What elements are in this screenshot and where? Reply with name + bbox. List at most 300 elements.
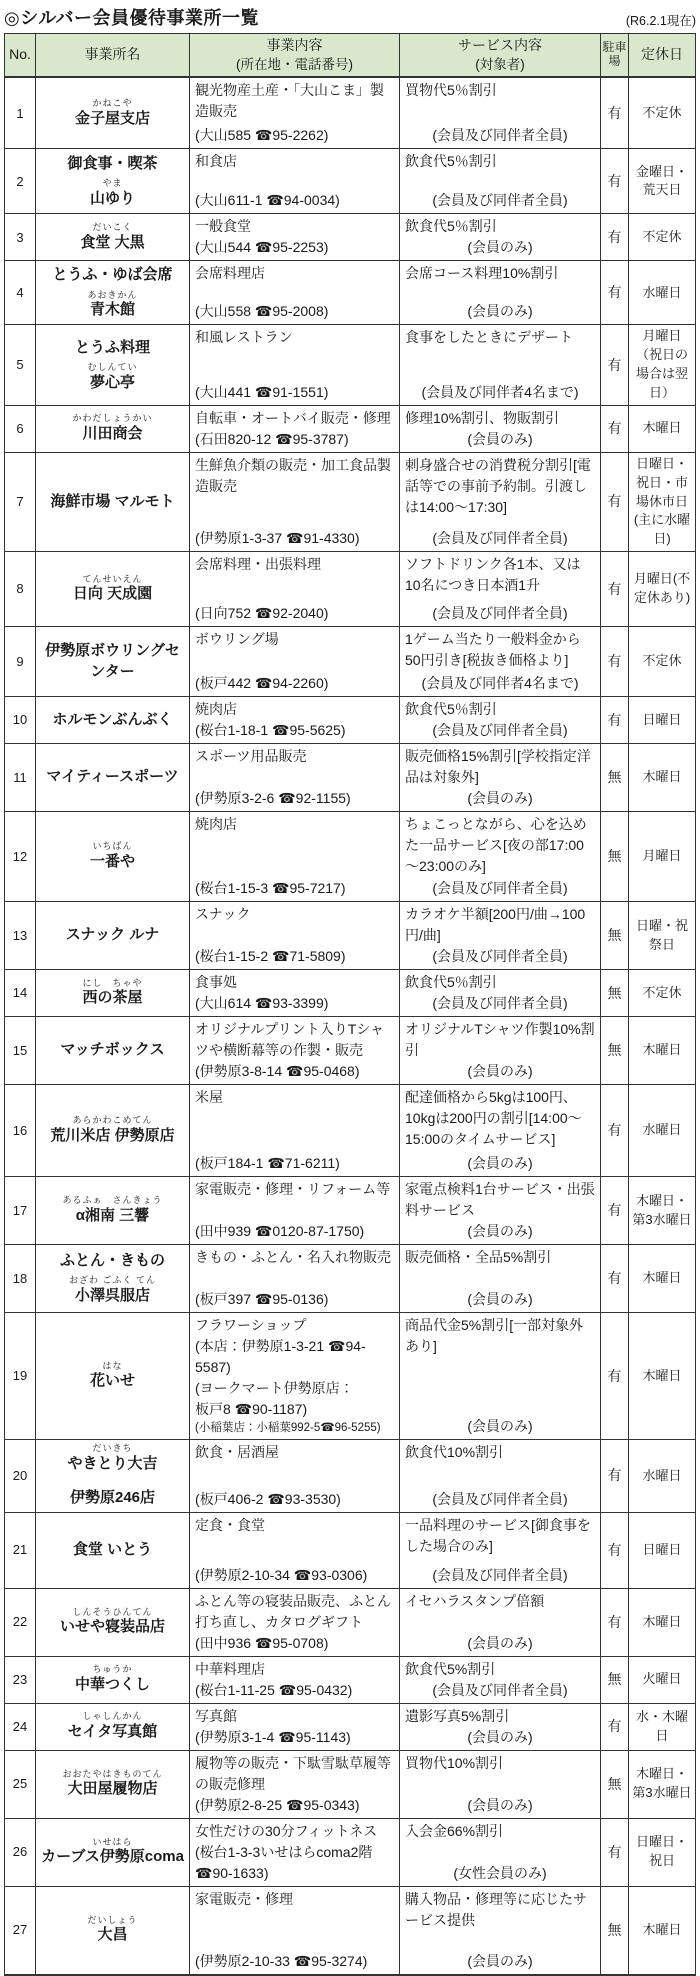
row-number: 15 bbox=[5, 1017, 36, 1085]
row-number: 7 bbox=[5, 453, 36, 552]
col-header-service-main: サービス内容 bbox=[458, 37, 542, 53]
business-name-cell: いせはら カーブス伊勢原coma bbox=[36, 1819, 190, 1887]
table-row bbox=[5, 1589, 695, 1657]
table-row bbox=[5, 1751, 695, 1819]
service-description: 飲食代5％割引 bbox=[405, 218, 497, 235]
business-name-cell: かねこや 金子屋支店 bbox=[36, 78, 190, 149]
table-row bbox=[5, 1017, 695, 1085]
service-target: (会員のみ) bbox=[467, 1728, 533, 1745]
business-address: (伊勢原3-1-4 ☎95-1143) bbox=[195, 1728, 351, 1745]
business-address: (伊勢原3-2-6 ☎92-1155) bbox=[195, 790, 351, 807]
service-cell bbox=[400, 1751, 601, 1819]
service-target: (会員及び同伴者全員) bbox=[432, 530, 568, 547]
business-name-cell: ふとん・きもの おざわ ごふく てん 小澤呉服店 bbox=[36, 1245, 190, 1313]
holiday: 月曜日（祝日の場合は翌日） bbox=[629, 325, 695, 405]
service-description: 飲食代5％割引 bbox=[405, 701, 497, 718]
service-description: 修理10%割引、物販割引 bbox=[405, 409, 560, 426]
row-number: 4 bbox=[5, 261, 36, 325]
holiday: 月曜日 bbox=[629, 812, 695, 902]
holiday: 金曜日・荒天日 bbox=[629, 149, 695, 214]
holiday: 不定休 bbox=[629, 78, 695, 149]
business-description: 写真館 bbox=[195, 1707, 237, 1724]
service-cell bbox=[400, 1704, 601, 1751]
business-description-cell bbox=[190, 1657, 400, 1704]
service-description: 入会金66%割引 bbox=[405, 1822, 504, 1839]
service-cell bbox=[400, 1887, 601, 1975]
table-header-row bbox=[5, 34, 695, 78]
table-row bbox=[5, 744, 695, 812]
parking-availability: 有 bbox=[601, 214, 629, 261]
service-cell bbox=[400, 214, 601, 261]
holiday: 日曜日 bbox=[629, 1513, 695, 1589]
business-name-cell: だいきち やきとり大吉 伊勢原246店 bbox=[36, 1440, 190, 1512]
business-description: 和風レストラン bbox=[195, 329, 293, 346]
business-description-cell bbox=[190, 149, 400, 214]
row-number: 1 bbox=[5, 78, 36, 149]
service-description: カラオケ半額[200円/曲→100円/曲] bbox=[405, 906, 586, 944]
row-number: 14 bbox=[5, 970, 36, 1017]
holiday: 木曜日・第3水曜日 bbox=[629, 1177, 695, 1245]
service-description: ちょこっとながら、心を込めた一品サービス[夜の部17:00～23:00のみ] bbox=[405, 816, 587, 875]
row-number: 27 bbox=[5, 1887, 36, 1975]
page-title: ◎シルバー会員優待事業所一覧 bbox=[4, 8, 259, 28]
row-number: 12 bbox=[5, 812, 36, 902]
business-description: 焼肉店 bbox=[195, 816, 237, 833]
service-description: 飲食代10%割引 bbox=[405, 1444, 504, 1461]
table-row bbox=[5, 697, 695, 744]
holiday: 水曜日 bbox=[629, 1085, 695, 1177]
business-name-cell: とうふ料理 むしんてい 夢心亭 bbox=[36, 325, 190, 405]
business-name-cell: はな 花いせ bbox=[36, 1313, 190, 1440]
row-number: 19 bbox=[5, 1313, 36, 1440]
col-header-parking: 駐車場 bbox=[601, 34, 629, 78]
business-name-cell: 御食事・喫茶 やま 山ゆり bbox=[36, 149, 190, 214]
row-number: 21 bbox=[5, 1513, 36, 1589]
business-description-cell bbox=[190, 1589, 400, 1657]
service-target: (会員及び同伴者全員) bbox=[432, 1566, 568, 1583]
table-body bbox=[5, 78, 695, 1974]
service-cell bbox=[400, 1085, 601, 1177]
business-address: (田中936 ☎95-0708) bbox=[195, 1634, 329, 1651]
business-description-cell bbox=[190, 1704, 400, 1751]
business-address: (大山441 ☎91-1551) bbox=[195, 383, 329, 400]
row-number: 24 bbox=[5, 1704, 36, 1751]
service-target: (会員及び同伴者全員) bbox=[432, 995, 568, 1012]
business-description-cell bbox=[190, 1245, 400, 1313]
service-cell bbox=[400, 149, 601, 214]
business-description: 会席料理店 bbox=[195, 265, 265, 282]
business-address: (大山558 ☎95-2008) bbox=[195, 303, 329, 320]
service-description: 配達価格から5kgは100円、10kgは200円の割引[14:00～15:00のタイムサービス] bbox=[405, 1089, 582, 1148]
row-number: 25 bbox=[5, 1751, 36, 1819]
business-address: (伊勢原3-8-14 ☎95-0468) bbox=[195, 1063, 360, 1080]
row-number: 16 bbox=[5, 1085, 36, 1177]
holiday: 月曜日(不定休あり) bbox=[629, 552, 695, 627]
service-cell bbox=[400, 902, 601, 970]
business-description-cell bbox=[190, 1887, 400, 1975]
parking-availability: 有 bbox=[601, 1589, 629, 1657]
business-address: (大山611-1 ☎94-0034) bbox=[195, 192, 340, 209]
parking-availability: 有 bbox=[601, 697, 629, 744]
table-row bbox=[5, 552, 695, 627]
service-description: 商品代金5%割引[一部対象外あり] bbox=[405, 1317, 584, 1355]
business-description: 和食店 bbox=[195, 153, 237, 170]
service-target: (会員のみ) bbox=[467, 1796, 533, 1813]
business-name-cell: にし ちゃや 西の茶屋 bbox=[36, 970, 190, 1017]
service-description: イセハラスタンプ倍額 bbox=[405, 1592, 545, 1609]
holiday: 木曜日 bbox=[629, 1017, 695, 1085]
col-header-business bbox=[190, 34, 400, 78]
row-number: 17 bbox=[5, 1177, 36, 1245]
holiday: 木曜日 bbox=[629, 744, 695, 812]
holiday: 木曜日 bbox=[629, 1245, 695, 1313]
service-description: 販売価格・全品5%割引 bbox=[405, 1249, 552, 1266]
business-description-cell bbox=[190, 1513, 400, 1589]
business-address: (桜台1-18-1 ☎95-5625) bbox=[195, 722, 346, 739]
service-target: (会員のみ) bbox=[467, 1634, 533, 1651]
service-target: (会員及び同伴者全員) bbox=[432, 948, 568, 965]
table-row bbox=[5, 970, 695, 1017]
service-description: 食事をしたときにデザート bbox=[405, 329, 573, 346]
business-name-cell: ちゅうか 中華つくし bbox=[36, 1657, 190, 1704]
parking-availability: 無 bbox=[601, 812, 629, 902]
business-name-cell: 食堂 いとう bbox=[36, 1513, 190, 1589]
service-target: (会員のみ) bbox=[467, 1063, 533, 1080]
parking-availability: 有 bbox=[601, 1819, 629, 1887]
business-description-cell bbox=[190, 697, 400, 744]
business-name-cell: てんせいえん 日向 天成園 bbox=[36, 552, 190, 627]
row-number: 8 bbox=[5, 552, 36, 627]
parking-availability: 有 bbox=[601, 1440, 629, 1512]
business-address: (伊勢原2-10-33 ☎95-3274) bbox=[195, 1952, 368, 1969]
service-cell bbox=[400, 1017, 601, 1085]
table-row bbox=[5, 149, 695, 214]
holiday: 木曜日 bbox=[629, 1313, 695, 1440]
business-address: (伊勢原2-10-34 ☎93-0306) bbox=[195, 1566, 368, 1583]
business-description: 自転車・オートバイ販売・修理 bbox=[195, 409, 391, 426]
holiday: 日曜・祝祭日 bbox=[629, 902, 695, 970]
parking-availability: 有 bbox=[601, 261, 629, 325]
service-target: (会員及び同伴者全員) bbox=[432, 880, 568, 897]
business-address: (板戸184-1 ☎71-6211) bbox=[195, 1155, 340, 1172]
service-description: 販売価格15%割引[学校指定洋品は対象外] bbox=[405, 748, 591, 786]
table-row bbox=[5, 812, 695, 902]
business-address: (小稲葉店：小稲葉992-5☎96-5255) bbox=[195, 1422, 381, 1435]
business-description: 履物等の販売・下駄雪駄草履等の販売修理 bbox=[195, 1754, 391, 1792]
holiday: 水曜日 bbox=[629, 1440, 695, 1512]
service-description: 飲食代5％割引 bbox=[405, 153, 497, 170]
business-description-cell bbox=[190, 627, 400, 697]
parking-availability: 有 bbox=[601, 149, 629, 214]
service-target: (女性会員のみ) bbox=[453, 1864, 547, 1881]
col-header-holiday: 定休日 bbox=[629, 34, 695, 78]
business-address: (桜台1-11-25 ☎95-0432) bbox=[195, 1681, 353, 1698]
business-description-cell bbox=[190, 1819, 400, 1887]
business-description-cell bbox=[190, 1313, 400, 1440]
business-description: 家電販売・修理 bbox=[195, 1890, 293, 1907]
business-description: フラワーショップ (本店：伊勢原1-3-21 ☎94-5587) (ヨークマート伊勢原店： 板戸8 ☎90-1187) bbox=[195, 1317, 366, 1418]
business-description-cell bbox=[190, 970, 400, 1017]
business-description-cell bbox=[190, 744, 400, 812]
parking-availability: 無 bbox=[601, 1657, 629, 1704]
service-target: (会員及び同伴者全員) bbox=[432, 722, 568, 739]
business-address: (板戸397 ☎95-0136) bbox=[195, 1291, 329, 1308]
business-description: ふとん等の寝装品販売、ふとん打ち直し、カタログギフト bbox=[195, 1592, 391, 1630]
service-cell bbox=[400, 1245, 601, 1313]
service-cell bbox=[400, 1177, 601, 1245]
table-row bbox=[5, 1245, 695, 1313]
row-number: 9 bbox=[5, 627, 36, 697]
table-row bbox=[5, 78, 695, 149]
service-target: (会員のみ) bbox=[467, 1952, 533, 1969]
service-description: 購入物品・修理等に応じたサービス提供 bbox=[405, 1890, 587, 1928]
service-description: 家電点検料1台サービス・出張料サービス bbox=[405, 1181, 595, 1219]
service-cell bbox=[400, 1657, 601, 1704]
parking-availability: 有 bbox=[601, 1513, 629, 1589]
business-description-cell bbox=[190, 552, 400, 627]
holiday: 木曜日 bbox=[629, 406, 695, 453]
business-address: (板戸406-2 ☎93-3530) bbox=[195, 1490, 341, 1507]
business-name-cell: とうふ・ゆば会席 あおきかん 青木館 bbox=[36, 261, 190, 325]
row-number: 5 bbox=[5, 325, 36, 405]
service-cell bbox=[400, 78, 601, 149]
service-description: 1ゲーム当たり一般料金から50円引き[税抜き価格より] bbox=[405, 631, 581, 669]
service-target: (会員及び同伴者全員) bbox=[432, 192, 568, 209]
business-description-cell bbox=[190, 1177, 400, 1245]
row-number: 20 bbox=[5, 1440, 36, 1512]
business-description: 女性だけの30分フィットネス (桜台1-3-3いせはらcoma2階 ☎90-1633) bbox=[195, 1822, 378, 1881]
business-description-cell bbox=[190, 78, 400, 149]
service-cell bbox=[400, 1313, 601, 1440]
table-row bbox=[5, 902, 695, 970]
business-description: ボウリング場 bbox=[195, 631, 279, 648]
business-description: スナック bbox=[195, 906, 251, 923]
business-address: (大山585 ☎95-2262) bbox=[195, 127, 329, 144]
holiday: 日曜日・祝日・市場休市日(主に水曜日) bbox=[629, 453, 695, 552]
col-header-business-main: 事業内容 bbox=[266, 37, 323, 53]
table-row bbox=[5, 1704, 695, 1751]
service-cell bbox=[400, 812, 601, 902]
parking-availability: 有 bbox=[601, 406, 629, 453]
parking-availability: 無 bbox=[601, 1887, 629, 1975]
service-target: (会員及び同伴者全員) bbox=[432, 1490, 568, 1507]
parking-availability: 有 bbox=[601, 1245, 629, 1313]
parking-availability: 有 bbox=[601, 1177, 629, 1245]
col-header-name: 事業所名 bbox=[36, 34, 190, 78]
business-description-cell bbox=[190, 261, 400, 325]
business-name-cell: 伊勢原ボウリングセンター bbox=[36, 627, 190, 697]
parking-availability: 有 bbox=[601, 78, 629, 149]
parking-availability: 無 bbox=[601, 970, 629, 1017]
business-description: スポーツ用品販売 bbox=[195, 748, 307, 765]
service-description: 買物代5％割引 bbox=[405, 82, 497, 99]
business-description-cell bbox=[190, 902, 400, 970]
parking-availability: 有 bbox=[601, 1313, 629, 1440]
business-description: 会席料理・出張料理 bbox=[195, 556, 321, 573]
row-number: 18 bbox=[5, 1245, 36, 1313]
service-description: 飲食代5％割引 bbox=[405, 974, 497, 991]
business-description: 焼肉店 bbox=[195, 701, 237, 718]
parking-availability: 有 bbox=[601, 453, 629, 552]
business-description: 定食・食堂 bbox=[195, 1516, 265, 1533]
business-name-cell: ホルモンぶんぶく bbox=[36, 697, 190, 744]
service-cell bbox=[400, 1589, 601, 1657]
service-target: (会員のみ) bbox=[467, 303, 533, 320]
business-name-cell: おおたやはきものてん 大田屋履物店 bbox=[36, 1751, 190, 1819]
row-number: 2 bbox=[5, 149, 36, 214]
business-address: (日向752 ☎92-2040) bbox=[195, 605, 329, 622]
business-address: (田中939 ☎0120-87-1750) bbox=[195, 1223, 365, 1240]
business-name-cell: 海鮮市場 マルモト bbox=[36, 453, 190, 552]
business-name-cell: いちばん 一番や bbox=[36, 812, 190, 902]
holiday: 木曜日 bbox=[629, 1887, 695, 1975]
service-target: (会員及び同伴者全員) bbox=[432, 1681, 568, 1698]
parking-availability: 有 bbox=[601, 627, 629, 697]
service-target: (会員のみ) bbox=[467, 790, 533, 807]
row-number: 10 bbox=[5, 697, 36, 744]
business-description: 中華料理店 bbox=[195, 1660, 265, 1677]
table-row bbox=[5, 406, 695, 453]
business-address: (板戸442 ☎94-2260) bbox=[195, 675, 329, 692]
business-name-cell: しゃしんかん セイタ写真館 bbox=[36, 1704, 190, 1751]
row-number: 13 bbox=[5, 902, 36, 970]
business-name-cell: あらかわこめてん 荒川米店 伊勢原店 bbox=[36, 1085, 190, 1177]
service-cell bbox=[400, 697, 601, 744]
service-target: (会員のみ) bbox=[467, 1418, 533, 1435]
service-cell bbox=[400, 1440, 601, 1512]
parking-availability: 無 bbox=[601, 1751, 629, 1819]
holiday: 日曜日・祝日 bbox=[629, 1819, 695, 1887]
table-row bbox=[5, 214, 695, 261]
business-description: 食事処 bbox=[195, 974, 237, 991]
holiday: 木曜日 bbox=[629, 1589, 695, 1657]
parking-availability: 無 bbox=[601, 1017, 629, 1085]
business-description-cell bbox=[190, 812, 400, 902]
table-row bbox=[5, 1513, 695, 1589]
parking-availability: 有 bbox=[601, 1704, 629, 1751]
service-cell bbox=[400, 325, 601, 405]
business-description-cell bbox=[190, 1085, 400, 1177]
table-row bbox=[5, 1887, 695, 1975]
date-note: (R6.2.1現在) bbox=[625, 14, 696, 28]
business-name-cell: マッチボックス bbox=[36, 1017, 190, 1085]
parking-availability: 無 bbox=[601, 902, 629, 970]
business-address: (桜台1-15-2 ☎71-5809) bbox=[195, 948, 346, 965]
business-description-cell bbox=[190, 406, 400, 453]
business-name-cell: しんそうひんてん いせや寝装品店 bbox=[36, 1589, 190, 1657]
title-bar bbox=[4, 3, 696, 33]
table-row bbox=[5, 1313, 695, 1440]
table-row bbox=[5, 1657, 695, 1704]
business-description: 米屋 bbox=[195, 1089, 223, 1106]
business-name-cell: かわだしょうかい 川田商会 bbox=[36, 406, 190, 453]
row-number: 11 bbox=[5, 744, 36, 812]
service-description: ソフトドリンク各1本、又は10名につき日本酒1升 bbox=[405, 556, 581, 594]
business-name-cell: マイティースポーツ bbox=[36, 744, 190, 812]
service-target: (会員のみ) bbox=[467, 1291, 533, 1308]
service-description: 一品料理のサービス[御食事をした場合のみ] bbox=[405, 1516, 591, 1554]
parking-availability: 有 bbox=[601, 1085, 629, 1177]
business-name-cell: だいこく 食堂 大黒 bbox=[36, 214, 190, 261]
service-description: 飲食代5%割引 bbox=[405, 1660, 496, 1677]
business-name-cell: あるふぁ さんきょう α湘南 三響 bbox=[36, 1177, 190, 1245]
discount-table bbox=[4, 33, 696, 1976]
business-description: 生鮮魚介類の販売・加工食品製造販売 bbox=[195, 456, 391, 494]
business-description: 観光物産土産・「大山こま」製造販売 bbox=[195, 82, 384, 120]
table-row bbox=[5, 453, 695, 552]
table-row bbox=[5, 1440, 695, 1512]
holiday: 日曜日 bbox=[629, 697, 695, 744]
business-name-cell: スナック ルナ bbox=[36, 902, 190, 970]
table-row bbox=[5, 325, 695, 405]
table-row bbox=[5, 1819, 695, 1887]
business-address: (大山614 ☎93-3399) bbox=[195, 995, 329, 1012]
service-cell bbox=[400, 261, 601, 325]
parking-availability: 無 bbox=[601, 744, 629, 812]
table-row bbox=[5, 1177, 695, 1245]
service-target: (会員のみ) bbox=[467, 1155, 533, 1172]
business-description-cell bbox=[190, 1751, 400, 1819]
business-name-cell: だいしょう 大昌 bbox=[36, 1887, 190, 1975]
service-description: 会席コース料理10%割引 bbox=[405, 265, 559, 282]
holiday: 水・木曜日 bbox=[629, 1704, 695, 1751]
col-header-service bbox=[400, 34, 601, 78]
service-target: (会員及び同伴者全員) bbox=[432, 127, 568, 144]
row-number: 22 bbox=[5, 1589, 36, 1657]
holiday: 火曜日 bbox=[629, 1657, 695, 1704]
business-description-cell bbox=[190, 1017, 400, 1085]
col-header-business-sub: (所在地・電話番号) bbox=[236, 56, 353, 72]
holiday: 不定休 bbox=[629, 627, 695, 697]
holiday: 不定休 bbox=[629, 970, 695, 1017]
business-address: (伊勢原2-8-25 ☎95-0343) bbox=[195, 1796, 360, 1813]
service-cell bbox=[400, 744, 601, 812]
service-target: (会員及び同伴者全員) bbox=[432, 605, 568, 622]
service-description: オリジナルTシャツ作製10%割引 bbox=[405, 1021, 595, 1059]
row-number: 6 bbox=[5, 406, 36, 453]
business-description: 家電販売・修理・リフォーム等 bbox=[195, 1181, 391, 1198]
holiday: 木曜日・第3水曜日 bbox=[629, 1751, 695, 1819]
service-description: 買物代10%割引 bbox=[405, 1754, 504, 1771]
business-description: 一般食堂 bbox=[195, 218, 251, 235]
col-header-no: No. bbox=[5, 34, 36, 78]
business-description-cell bbox=[190, 214, 400, 261]
row-number: 3 bbox=[5, 214, 36, 261]
business-description-cell bbox=[190, 325, 400, 405]
business-description-cell bbox=[190, 453, 400, 552]
table-row bbox=[5, 261, 695, 325]
business-description: きもの・ふとん・名入れ物販売 bbox=[195, 1249, 391, 1266]
business-description: 飲食・居酒屋 bbox=[195, 1444, 279, 1461]
service-cell bbox=[400, 1513, 601, 1589]
service-target: (会員及び同伴者4名まで) bbox=[421, 675, 579, 692]
service-target: (会員及び同伴者4名まで) bbox=[421, 383, 579, 400]
service-cell bbox=[400, 1819, 601, 1887]
business-address: (石田820-12 ☎95-3787) bbox=[195, 430, 349, 447]
service-cell bbox=[400, 970, 601, 1017]
holiday: 水曜日 bbox=[629, 261, 695, 325]
service-cell bbox=[400, 453, 601, 552]
service-cell bbox=[400, 406, 601, 453]
holiday: 不定休 bbox=[629, 214, 695, 261]
business-address: (伊勢原1-3-37 ☎91-4330) bbox=[195, 530, 360, 547]
service-target: (会員のみ) bbox=[467, 239, 533, 256]
service-target: (会員のみ) bbox=[467, 430, 533, 447]
service-description: 遺影写真5%割引 bbox=[405, 1707, 510, 1724]
service-target: (会員のみ) bbox=[467, 1223, 533, 1240]
parking-availability: 有 bbox=[601, 552, 629, 627]
business-address: (桜台1-15-3 ☎95-7217) bbox=[195, 880, 346, 897]
